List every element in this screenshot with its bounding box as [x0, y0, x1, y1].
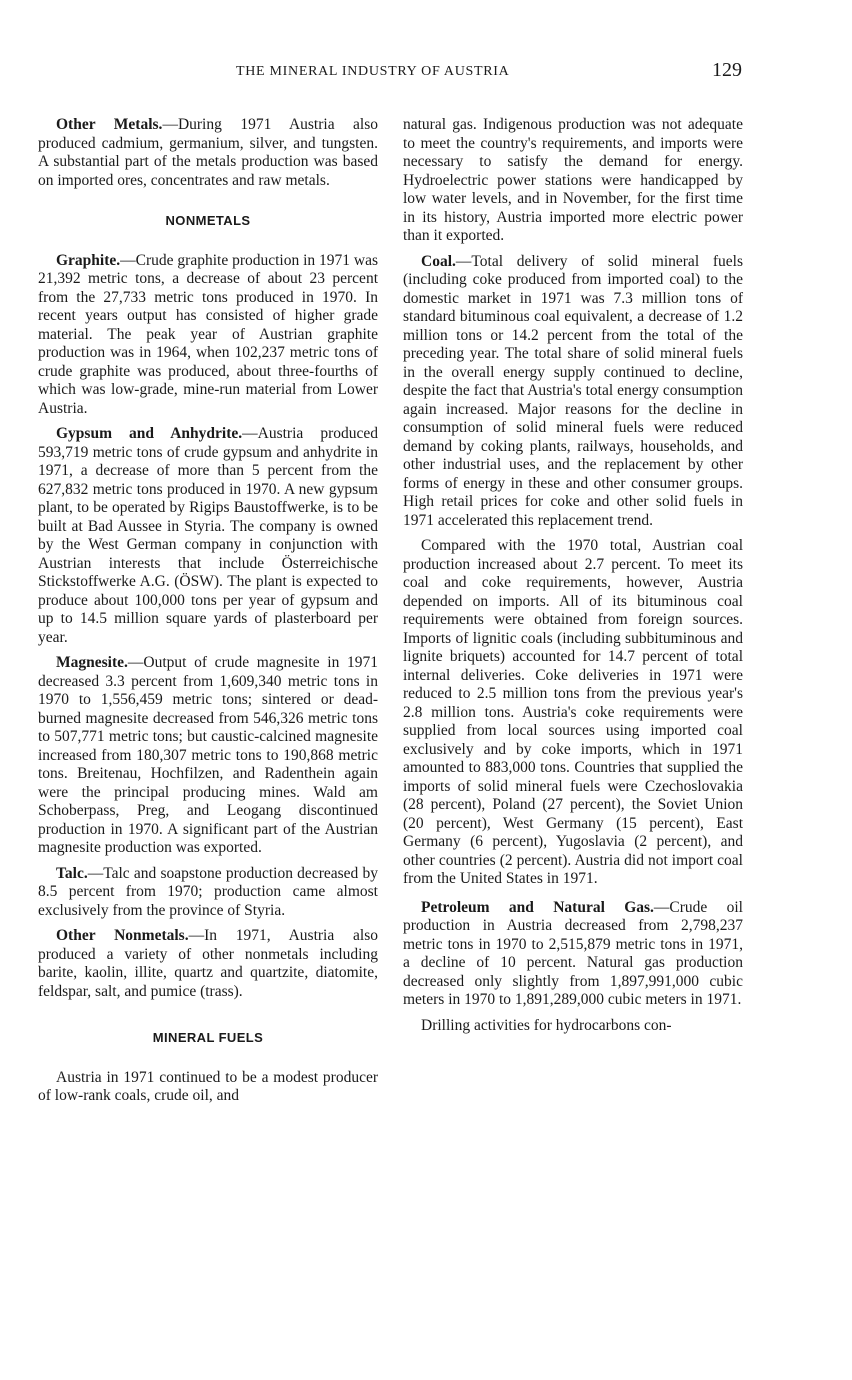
page-number: 129: [712, 59, 742, 81]
run-in-heading-graphite: Graphite.: [56, 251, 121, 269]
section-heading-mineral-fuels: MINERAL FUELS: [152, 1030, 264, 1045]
paragraph-text: —Total delivery of solid mineral fuels (including coke produced from imported coal) to the domestic market in 1971 was 7.3 million tons of standard bituminous coal equivalent, a decrease of 1.2 million tons or 14.2 percent from the total of the preceding year. The total share of solid mineral fuels in the overall energy supply continued to decline, despite the fact that Austria's total energy consumption again increased. Major reasons for the decline in consumption of solid mineral fuels were reduced demand by coking plants, railways, households, and other industrial uses, and the replacement by other forms of energy in these and other consumer groups. High retail prices for coke and other solid fuels in 1971 accelerated this replacement trend.: [403, 252, 743, 529]
section-heading-nonmetals: NONMETALS: [165, 213, 251, 228]
run-in-heading-magnesite: Magnesite.: [56, 654, 128, 671]
paragraph-coal: [403, 253, 743, 531]
paragraph-text: —Crude graphite production in 1971 was 21,392 metric tons, a decrease of about 23 percent from the 27,733 metric tons produced in 1970. In recent years output has consisted of higher grade material. The peak year of Austrian graphite production was in 1964, when 102,237 metric tons of crude graphite was produced, about three-fourths of which was low-grade, mine-run material from Lower Austria.: [38, 251, 379, 417]
run-in-heading-gypsum: Gypsum and Anhydrite.: [56, 425, 243, 442]
run-in-heading-other-nonmetals: Other Nonmetals.: [56, 927, 189, 944]
running-title: THE MINERAL INDUSTRY OF AUSTRIA: [236, 64, 510, 79]
paragraph-mineral-fuels-intro: Austria in 1971 continued to be a modest producer of low-rank coals, crude oil, and: [38, 1068, 378, 1104]
left-column: [38, 116, 378, 1113]
paragraph-text: —Austria produced 593,719 metric tons of crude gypsum and anhydrite in 1971, a decrease of more than 5 percent from the 627,832 metric tons produced in 1970. A new gypsum plant, to be operated by Rigips Baustoffwerke, is to be built at Bad Aussee in Styria. The company is owned by the West German company in conjunction with Austrian interests that include Österreichische Stickstoffwerke A.G. (ÖSW). The plant is expected to produce about 100,000 tons per year of gypsum and up to 14.5 million square yards of plasterboard per year.: [38, 425, 378, 646]
paragraph-text: —Talc and soapstone production decreased by 8.5 percent from 1970; production came almost exclusively from the province of Styria.: [38, 864, 378, 919]
run-in-heading-talc: Talc.: [56, 864, 88, 882]
run-in-heading-other-metals: Other Metals.: [56, 116, 163, 133]
paragraph-text: —During 1971 Austria also produced cadmium, germanium, silver, and tungsten. A substantial part of the metals production was based on imported ores, concentrates and raw metals.: [38, 116, 379, 189]
paragraph-text: —Output of crude magnesite in 1971 decreased 3.3 percent from 1,609,340 metric tons in 1970 to 1,556,459 metric tons; sintered or dead-burned magnesite decreased from 546,326 metric tons to 507,771 metric tons; but caustic-calcined magnesite increased from 180,307 metric tons to 190,868 metric tons. Breitenau, Hochfilzen, and Radenthein again were the principal producing mines. Wald am Schoberpass, Preg, and Leogang discontinued production in 1970. A significant part of the Austrian magnesite production was exported.: [38, 654, 378, 856]
paragraph-gypsum: [38, 425, 378, 647]
paragraph-other-nonmetals: [38, 927, 378, 1001]
paragraph-graphite: [38, 252, 378, 419]
paragraph-petroleum: [403, 899, 743, 1010]
right-column: [403, 116, 743, 1042]
paragraph-magnesite: [38, 654, 378, 858]
paragraph-other-metals: [38, 116, 378, 190]
paragraph-coal-production: Compared with the 1970 total, Austrian coal production increased about 2.7 percent. To meet its coal and coke requirements, however, Austria depended on imports. All of its bituminous coal requirements were obtained from foreign sources. Imports of lignitic coals (including subbituminous and lignite briquets) accounted for 14.7 percent of total internal deliveries. Coke deliveries in 1971 were reduced to 2.5 million tons from the previous year's 2.8 million tons. Austria's coke requirements were supplied from local sources using imported coal exclusively and by coke imports, which in 1971 amounted to 883,000 tons. Countries that supplied the imports of solid mineral fuels were Czechoslovakia (28 percent), Poland (27 percent), the Soviet Union (20 percent), West Germany (15 percent), East Germany (6 percent), Yugoslavia (2 percent), and other countries (2 percent). Austria did not import coal from the United States in 1971.: [403, 537, 743, 887]
paragraph-continued: natural gas. Indigenous production was not adequate to meet the country's requirements, and imports were necessary to satisfy the demand for energy. Hydroelectric power stations were handicapped by low water levels, and in November, for the first time in its history, Austria imported more electric power than it exported.: [403, 116, 743, 244]
paragraph-talc: [38, 865, 378, 921]
run-in-heading-petroleum: Petroleum and Natural Gas.: [421, 898, 654, 916]
paragraph-text: —Crude oil production in Austria decreased from 2,798,237 metric tons in 1970 to 2,515,879 metric tons in 1971, a decline of 10 percent. Natural gas production decreased only slightly from 1,897,991,000 cubic meters in 1970 to 1,891,289,000 cubic meters in 1971.: [403, 898, 743, 1008]
run-in-heading-coal: Coal.: [421, 252, 456, 270]
paragraph-text: —In 1971, Austria also produced a variety of other nonmetals including barite, kaolin, illite, quartz and quartzite, diatomite, feldspar, salt, and pumice (trass).: [38, 927, 378, 1000]
paragraph-drilling: Drilling activities for hydrocarbons con-: [421, 1016, 672, 1034]
